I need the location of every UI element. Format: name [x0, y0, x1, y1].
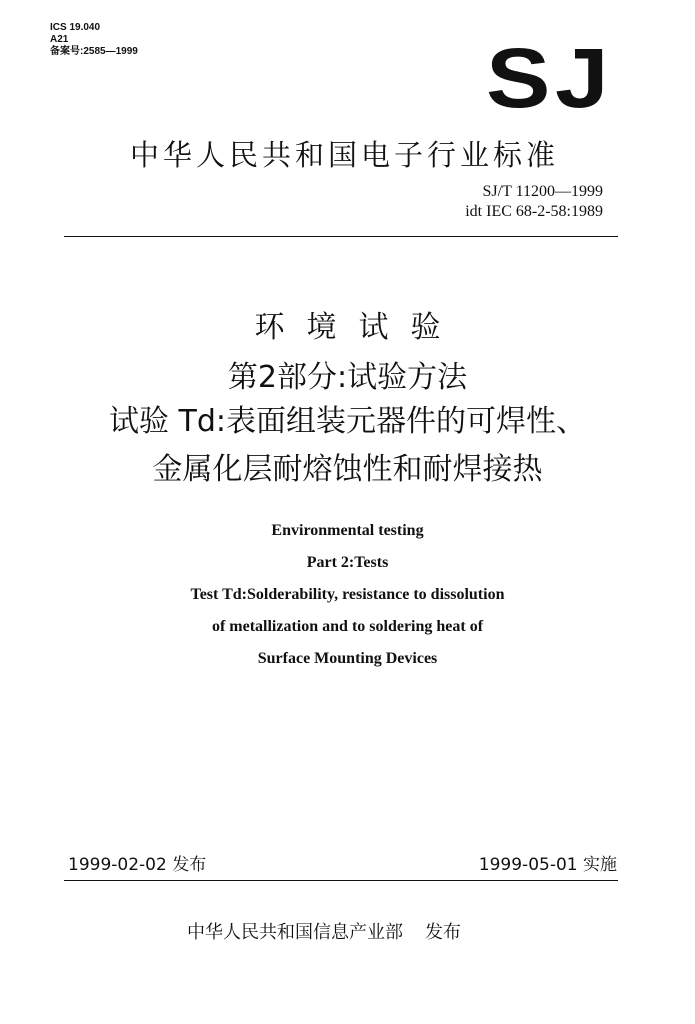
document-metadata	[50, 22, 138, 58]
publisher-name: 中华人民共和国信息产业部	[187, 922, 403, 943]
classification-code: A21	[50, 34, 69, 45]
effective-date: 1999-05-01 实施	[478, 855, 617, 875]
english-title-line-4: of metallization and to soldering heat of	[211, 618, 484, 635]
publisher	[187, 918, 461, 944]
organization-title: 中华人民共和国电子行业标准	[130, 138, 560, 172]
chinese-title-line-2: 第2部分:试验方法	[227, 360, 468, 395]
equivalent-standard: idt IEC 68-2-58:1989	[465, 203, 603, 220]
ics-code: ICS 19.040	[50, 22, 101, 33]
filing-number: 备案号:2585—1999	[50, 46, 138, 57]
chinese-title-line-1: 环境试验	[254, 310, 463, 345]
bottom-divider	[64, 880, 618, 881]
english-title-line-1: Environmental testing	[271, 522, 424, 539]
sj-logo: SJ	[486, 31, 614, 125]
english-title-line-3: Test Td:Solderability, resistance to dissolution	[190, 586, 505, 603]
standard-number: SJ/T 11200—1999	[482, 183, 603, 200]
publisher-action: 发布	[425, 922, 461, 943]
english-title-line-2: Part 2:Tests	[306, 554, 389, 571]
english-title-line-5: Surface Mounting Devices	[257, 650, 438, 667]
chinese-title-line-4: 金属化层耐熔蚀性和耐焊接热	[152, 452, 543, 487]
top-divider	[64, 236, 618, 237]
issue-date: 1999-02-02 发布	[68, 855, 207, 875]
chinese-title-line-3: 试验 Td:表面组装元器件的可焊性、	[108, 404, 586, 439]
